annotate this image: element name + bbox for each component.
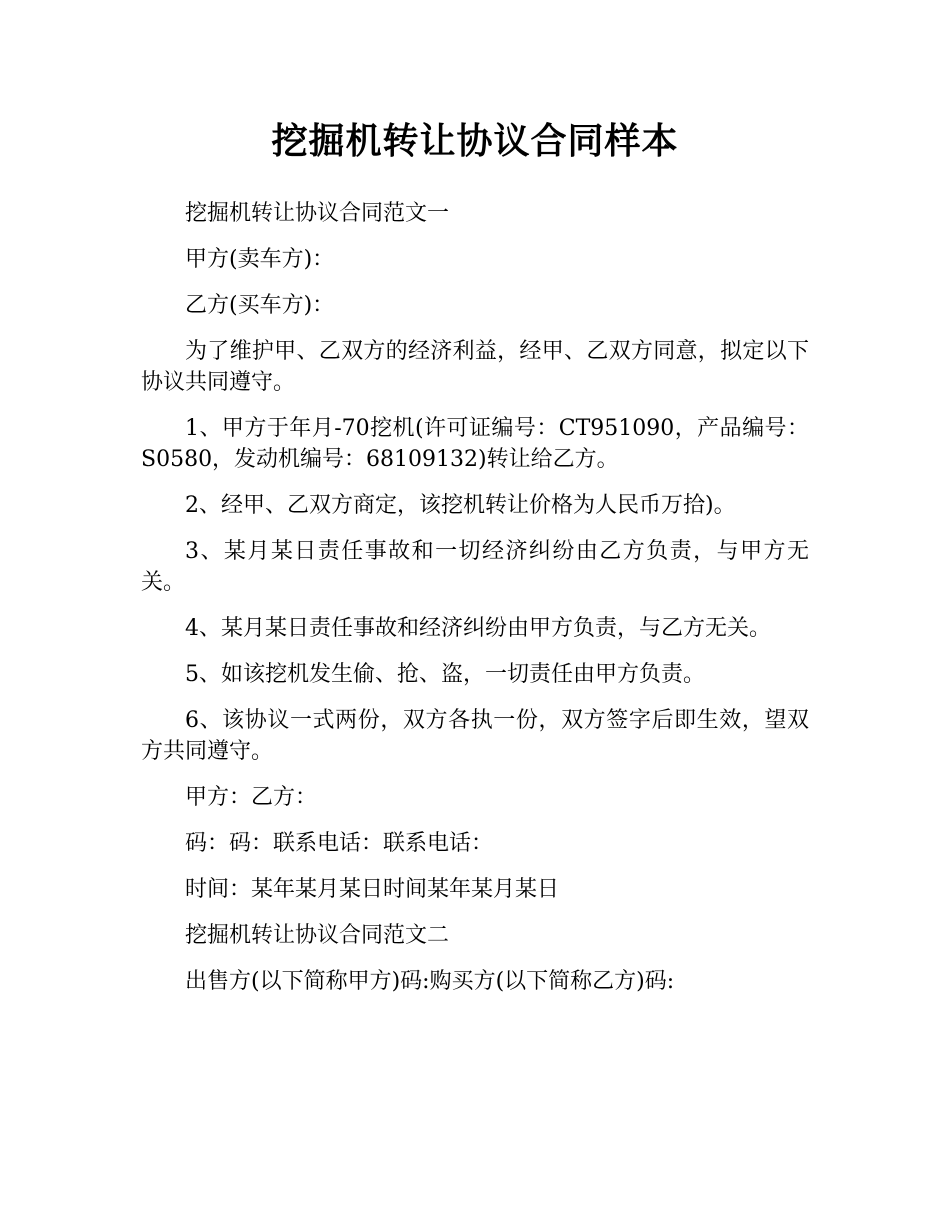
document-title: 挖掘机转让协议合同样本 bbox=[271, 121, 679, 162]
paragraph-signatures: 甲方：乙方： bbox=[185, 785, 318, 810]
paragraph-contacts: 码：码：联系电话：联系电话： bbox=[185, 831, 494, 856]
paragraph-preamble: 为了维护甲、乙双方的经济利益，经甲、乙双方同意，拟定以下协议共同遵守。 bbox=[141, 339, 809, 395]
paragraph-sample-one-heading: 挖掘机转让协议合同范文一 bbox=[185, 201, 450, 226]
document-body bbox=[141, 198, 809, 1012]
paragraph-dates: 时间：某年某月某日时间某年某月某日 bbox=[185, 877, 560, 902]
paragraph-seller-buyer: 出售方(以下简称甲方)码:购买方(以下简称乙方)码: bbox=[185, 969, 675, 994]
paragraph-sample-two-heading: 挖掘机转让协议合同范文二 bbox=[185, 923, 450, 948]
paragraph-clause-2: 2、经甲、乙双方商定，该挖机转让价格为人民币万拾)。 bbox=[185, 493, 736, 518]
paragraph-party-a: 甲方(卖车方)： bbox=[185, 247, 335, 272]
paragraph-clause-3: 3、某月某日责任事故和一切经济纠纷由乙方负责，与甲方无关。 bbox=[141, 539, 809, 595]
paragraph-party-b: 乙方(买车方)： bbox=[185, 293, 335, 318]
paragraph-clause-1: 1、甲方于年月-70挖机(许可证编号：CT951090，产品编号：S0580，发动机编号：68109132)转让给乙方。 bbox=[141, 416, 809, 472]
paragraph-clause-4: 4、某月某日责任事故和经济纠纷由甲方负责，与乙方无关。 bbox=[185, 616, 771, 641]
paragraph-clause-5: 5、如该挖机发生偷、抢、盗，一切责任由甲方负责。 bbox=[185, 662, 705, 687]
paragraph-clause-6: 6、该协议一式两份，双方各执一份，双方签字后即生效，望双方共同遵守。 bbox=[141, 708, 809, 764]
